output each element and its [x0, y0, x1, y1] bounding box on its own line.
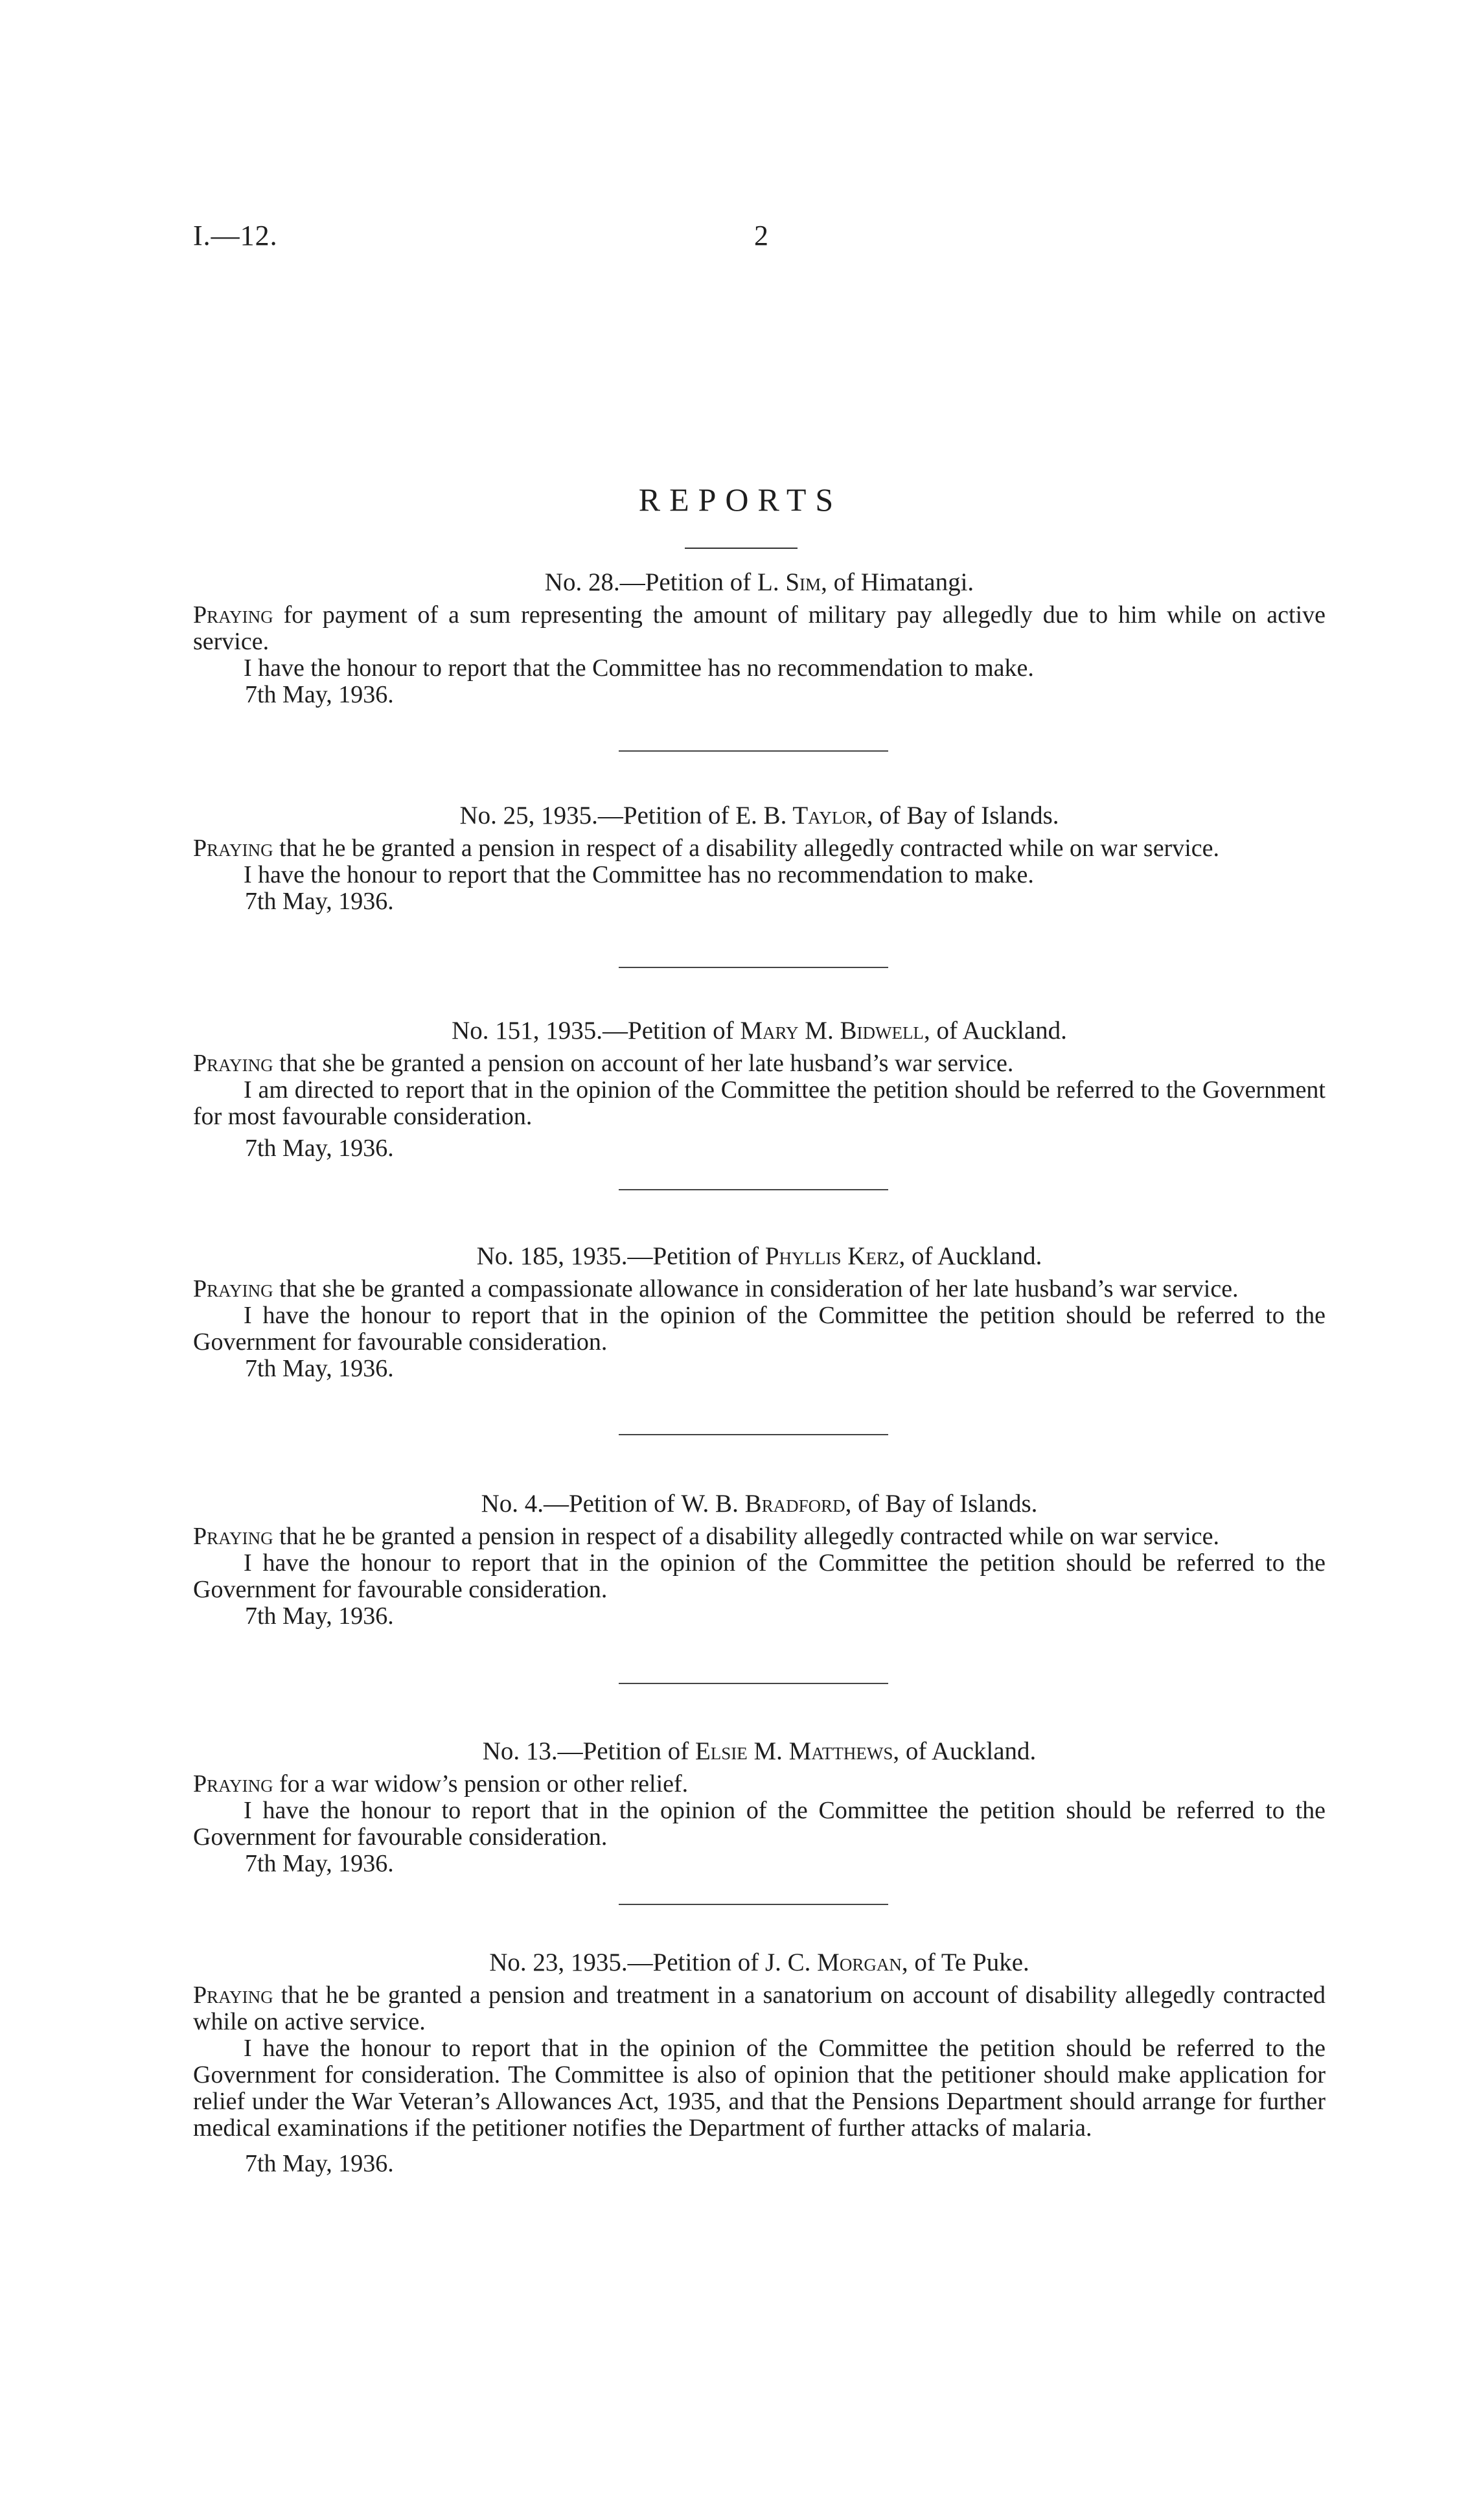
- petitioner-name: L. Sim: [757, 568, 821, 596]
- petition-prayer: Praying that he be granted a pension in respect of a disability allegedly contracted while on war service.: [193, 1523, 1220, 1550]
- petition-block: [193, 1949, 1326, 2177]
- petition-prayer: Praying that he be granted a pension and treatment in a sanatorium on account of disability allegedly contracted while on active service.: [193, 1982, 1326, 2035]
- report-date: 7th May, 1936.: [245, 1135, 394, 1162]
- petition-heading: No. 13.—Petition of Elsie M. Matthews, of Auckland.: [482, 1737, 1037, 1765]
- petition-heading: No. 185, 1935.—Petition of Phyllis Kerz, of Auckland.: [476, 1242, 1042, 1270]
- petition-block: [193, 569, 1326, 708]
- report-date: 7th May, 1936.: [245, 1355, 394, 1382]
- petition-prayer: Praying that he be granted a pension in respect of a disability allegedly contracted while on war service.: [193, 835, 1220, 862]
- petition-prayer: Praying that she be granted a compassionate allowance in consideration of her late husband’s war service.: [193, 1275, 1239, 1302]
- report-date: 7th May, 1936.: [245, 888, 394, 915]
- report-date: 7th May, 1936.: [245, 1850, 394, 1877]
- petitioner-name: Mary M. Bidwell: [740, 1017, 924, 1045]
- title-rule: [685, 548, 798, 549]
- section-separator: [619, 967, 888, 968]
- petition-heading: No. 28.—Petition of L. Sim, of Himatangi.: [544, 568, 974, 596]
- committee-report: I have the honour to report that in the opinion of the Committee the petition should be referred to the Government for favourable consideration.: [193, 1549, 1326, 1603]
- page-title: REPORTS: [638, 481, 843, 518]
- petition-block: [193, 1490, 1326, 1630]
- committee-report: I have the honour to report that the Committee has no recommendation to make.: [244, 861, 1034, 888]
- committee-report: I have the honour to report that the Committee has no recommendation to make.: [244, 654, 1034, 682]
- section-separator: [619, 750, 888, 752]
- petitioner-name: Elsie M. Matthews: [695, 1737, 893, 1765]
- petition-prayer: Praying for a war widow’s pension or other relief.: [193, 1770, 689, 1798]
- committee-report: I have the honour to report that in the opinion of the Committee the petition should be referred to the Government for favourable consideration.: [193, 1797, 1326, 1851]
- committee-report: I have the honour to report that in the opinion of the Committee the petition should be referred to the Government for consideration. The Committee is also of opinion that the petitioner should make application for relief under the War Veteran’s Allowances Act, 1935, and that the Pensions Department should arrange for further medical examinations if the petitioner notifies the Department of further attacks of malaria.: [193, 2035, 1326, 2142]
- section-separator: [619, 1683, 888, 1684]
- petitioner-name: Phyllis Kerz: [764, 1242, 899, 1270]
- section-separator: [619, 1904, 888, 1905]
- petition-block: [193, 1017, 1326, 1162]
- petition-heading: No. 4.—Petition of W. B. Bradford, of Bay of Islands.: [481, 1490, 1038, 1518]
- petitioner-name: E. B. Taylor: [735, 802, 867, 829]
- petition-heading: No. 23, 1935.—Petition of J. C. Morgan, of Te Puke.: [489, 1948, 1029, 1976]
- section-separator: [619, 1189, 888, 1190]
- petitioner-name: W. B. Bradford: [681, 1490, 845, 1518]
- report-date: 7th May, 1936.: [245, 1602, 394, 1630]
- petition-heading: No. 151, 1935.—Petition of Mary M. Bidwell, of Auckland.: [452, 1017, 1067, 1045]
- committee-report: I have the honour to report that in the opinion of the Committee the petition should be referred to the Government for favourable consideration.: [193, 1302, 1326, 1356]
- report-date: 7th May, 1936.: [245, 681, 394, 708]
- section-separator: [619, 1434, 888, 1435]
- petition-block: [193, 802, 1326, 915]
- petition-heading: No. 25, 1935.—Petition of E. B. Taylor, of Bay of Islands.: [459, 802, 1059, 829]
- petition-prayer: Praying that she be granted a pension on account of her late husband’s war service.: [193, 1050, 1014, 1077]
- petition-block: [193, 1243, 1326, 1382]
- page-number: 2: [754, 220, 768, 251]
- petitioner-name: J. C. Morgan: [764, 1948, 902, 1976]
- petition-block: [193, 1738, 1326, 1877]
- petition-prayer: Praying for payment of a sum representing the amount of military pay allegedly due to him while on active service.: [193, 601, 1326, 655]
- committee-report: I am directed to report that in the opinion of the Committee the petition should be referred to the Government for most favourable consideration.: [193, 1076, 1326, 1130]
- document-reference: I.—12.: [193, 220, 278, 251]
- report-date: 7th May, 1936.: [245, 2150, 394, 2177]
